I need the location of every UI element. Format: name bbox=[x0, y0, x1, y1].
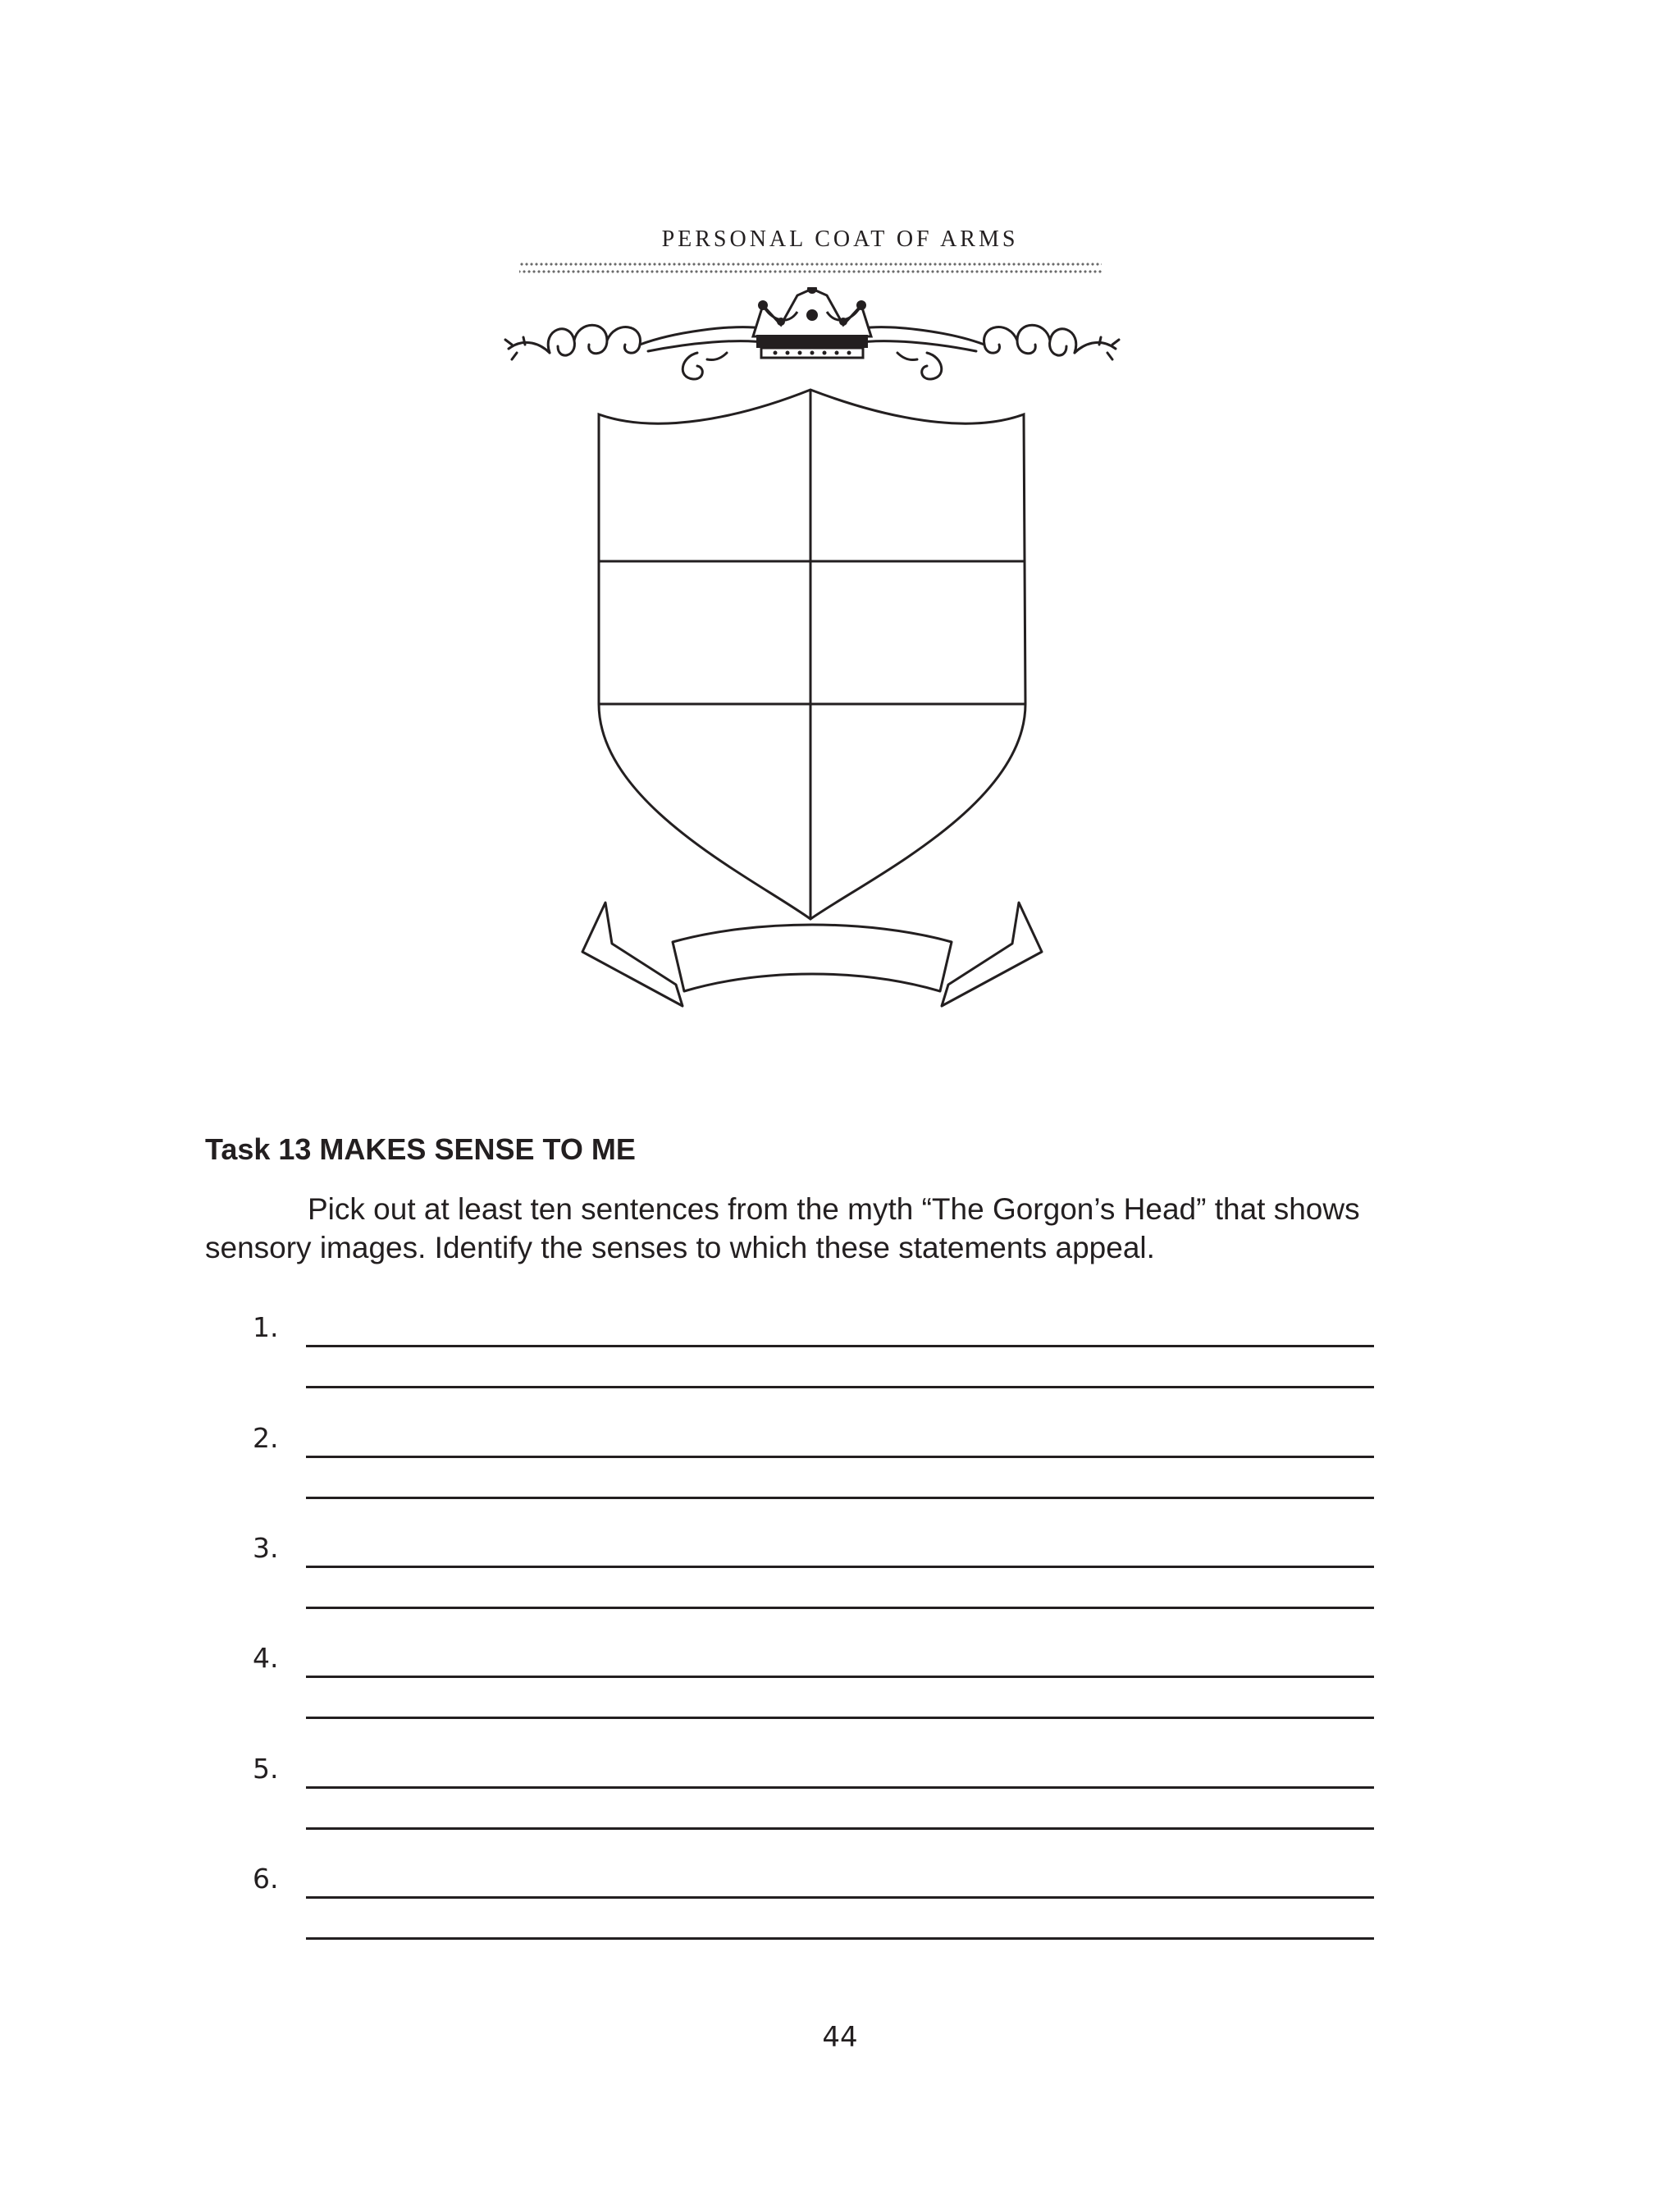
answer-item bbox=[0, 1863, 1680, 1953]
answer-item bbox=[0, 1532, 1680, 1622]
answer-line[interactable] bbox=[306, 1607, 1374, 1609]
answer-line[interactable] bbox=[306, 1717, 1374, 1719]
answer-line[interactable] bbox=[306, 1786, 1374, 1789]
answer-line[interactable] bbox=[306, 1386, 1374, 1388]
answer-line[interactable] bbox=[306, 1676, 1374, 1678]
answer-number: 5. bbox=[253, 1753, 279, 1785]
page-number: 44 bbox=[822, 2021, 858, 2054]
answer-line[interactable] bbox=[306, 1566, 1374, 1568]
answer-item bbox=[0, 1753, 1680, 1843]
answer-line[interactable] bbox=[306, 1827, 1374, 1830]
answer-number: 3. bbox=[253, 1532, 279, 1564]
task-heading: Task 13 MAKES SENSE TO ME bbox=[205, 1132, 636, 1166]
task-instructions: Pick out at least ten sentences from the myth “The Gorgon’s Head” that shows sensory images. Identify the senses to which these statements appeal. bbox=[205, 1192, 1360, 1264]
answer-number: 4. bbox=[253, 1642, 279, 1674]
answer-number: 2. bbox=[253, 1422, 279, 1454]
answer-line[interactable] bbox=[306, 1456, 1374, 1458]
answer-item bbox=[0, 1422, 1680, 1512]
answer-item bbox=[0, 1311, 1680, 1401]
answer-line[interactable] bbox=[306, 1345, 1374, 1347]
answer-line[interactable] bbox=[306, 1896, 1374, 1899]
answer-line[interactable] bbox=[306, 1937, 1374, 1940]
coat-of-arms-title: PERSONAL COAT OF ARMS bbox=[661, 226, 1019, 252]
answer-number: 6. bbox=[253, 1863, 279, 1895]
answer-line[interactable] bbox=[306, 1497, 1374, 1499]
answer-item bbox=[0, 1642, 1680, 1732]
answer-number: 1. bbox=[253, 1311, 279, 1343]
